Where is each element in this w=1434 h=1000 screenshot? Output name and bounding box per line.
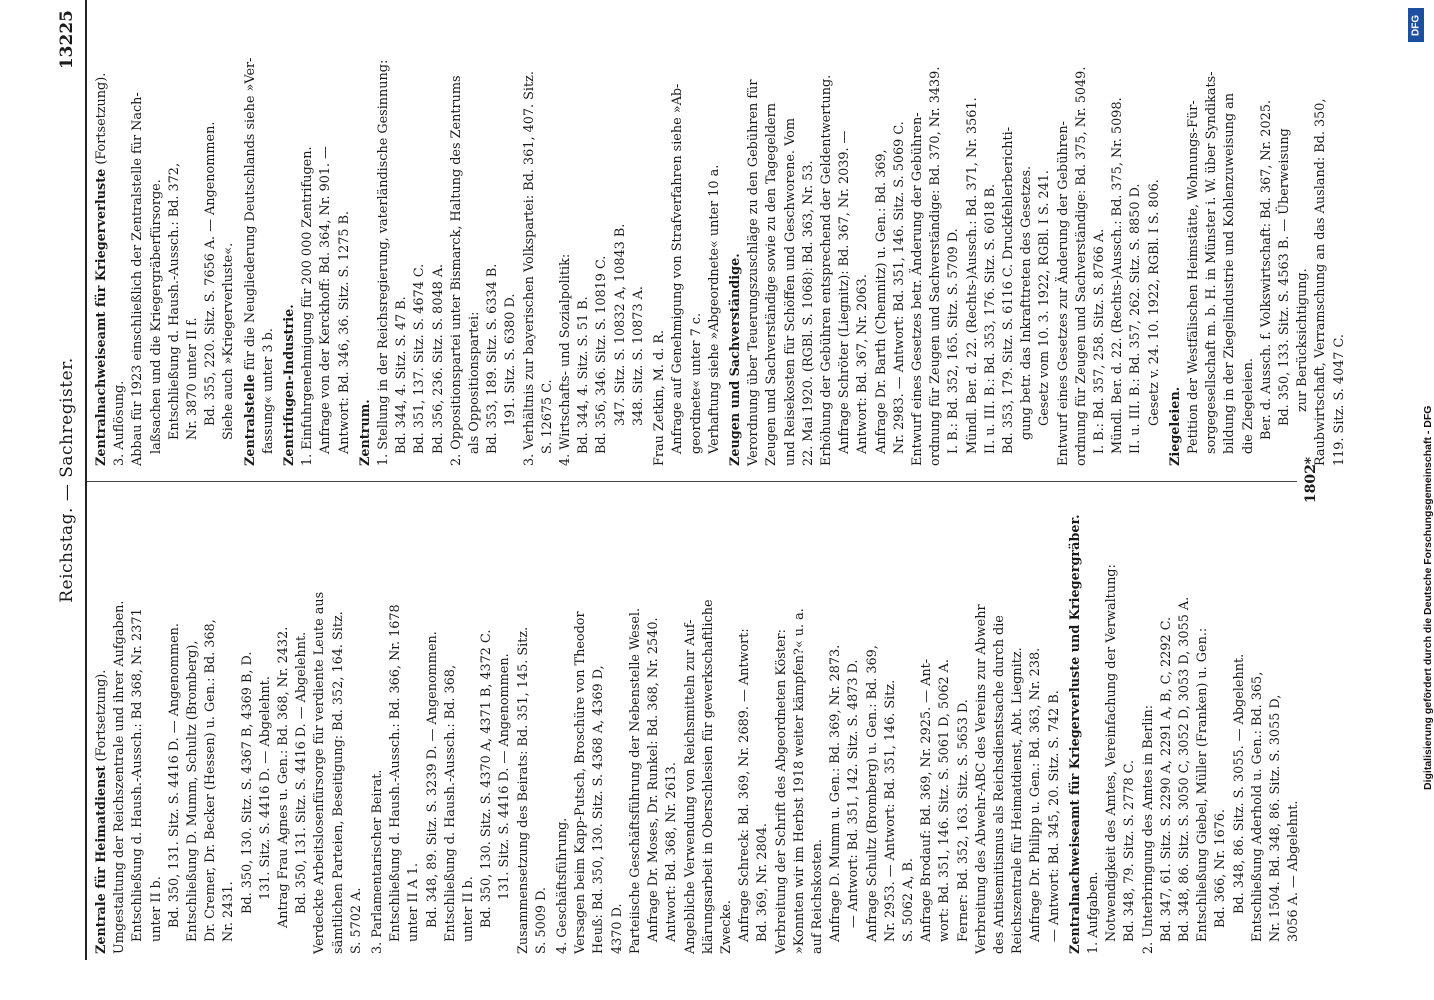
entry-line: Anfrage Dr. Moses, Dr. Runkel: Bd. 368, Nr. 2540. xyxy=(646,617,662,942)
entry-line: geordnete« unter 7 c. xyxy=(688,312,704,454)
entry-line: Bd. 355, 220. Sitz. S. 7656 A. — Angenommen. xyxy=(203,121,219,426)
entry-line: unter II b. xyxy=(148,876,164,942)
entry-line: Anfrage D. Mumm u. Gen.: Bd. 369, Nr. 2873. xyxy=(828,644,844,942)
entry-line: — Antwort: Bd. 351, 142. Sitz. S. 4873 D. xyxy=(846,659,862,928)
entry-line: sorgegesellschaft m. b. H. in Münster i. W. über Syndikats- xyxy=(1204,71,1220,454)
entry-headword: Zentrum. xyxy=(357,399,373,466)
entry-line: zur Berücksichtigung. xyxy=(1295,268,1311,412)
entry-line: S. 5009 D. xyxy=(533,887,549,954)
entry-line: Bd. 356, 346. Sitz. S. 10819 C. xyxy=(594,255,610,454)
register-entry xyxy=(242,8,278,466)
entry-line: Mündl. Ber. d. 22. (Rechts-)Aussch.: Bd. 375, Nr. 5098. xyxy=(1110,97,1126,454)
entry-line: Mündl. Ber. d. 22. (Rechts-)Aussch.: Bd. 371, Nr. 3561. xyxy=(964,97,980,454)
entry-line: Anfrage Brodauf: Bd. 369, Nr. 2925. — Ant- xyxy=(919,658,935,942)
entry-line: Entschließung D. Mumm, Schultz (Bromberg), xyxy=(185,640,201,942)
entry-line: Bd. 369, Nr. 2804. xyxy=(755,823,771,942)
entry-headword: Zentrifugen-Industrie. xyxy=(282,304,298,466)
entry-line: Anfrage Dr. Barth (Chemnitz) u. Gen.: Bd. 369, xyxy=(873,149,889,454)
entry-line: fassung« unter 3 b. xyxy=(260,328,276,454)
entry-heading-line xyxy=(242,8,260,466)
entry-line: 1. Aufgaben. xyxy=(1085,871,1101,954)
entry-line: Gesetz vom 10. 3. 1922, RGBl. I S. 241. xyxy=(1037,170,1053,426)
left-column xyxy=(93,496,1306,954)
register-entry xyxy=(281,8,354,466)
entry-line: Nr. 1504. Bd. 348, 86. Sitz. S. 3055 D, xyxy=(1268,694,1283,942)
entry-line: 4. Geschäftsführung. xyxy=(555,817,571,954)
right-column xyxy=(93,8,1352,466)
entry-line: Bd. 350, 131. Sitz. S. 4416 D. — Angenommen. xyxy=(166,623,182,928)
entry-line: Raubwirtschaft, Verramschung an das Ausland: Bd. 350, xyxy=(1313,98,1329,466)
entry-headword: Zentrale für Heimatdienst xyxy=(94,765,109,954)
page-header xyxy=(57,0,83,960)
entry-line: Bd. 356, 236. Sitz. S. 8048 A. xyxy=(430,263,446,454)
entry-heading-line xyxy=(727,8,745,466)
entry-line: 119. Sitz. S. 4047 C. xyxy=(1331,334,1347,466)
entry-line: Bd. 353, 179. Sitz. S. 6116 C. Druckfehlerberichti- xyxy=(1000,126,1016,454)
entry-headword: Zeugen und Sachverständige. xyxy=(727,253,743,466)
entry-line: Petition der Westfälischen Heimstätte, Wohnungs-Für- xyxy=(1185,100,1201,454)
entry-line: Entwurf eines Gesetzes betr. Änderung der Gebühren- xyxy=(909,112,925,466)
register-entry xyxy=(727,8,1164,466)
register-entry xyxy=(357,8,648,466)
entry-line: Verbreitung des Abwehr-ABC des Vereins zur Abwehr xyxy=(973,604,989,954)
entry-line: Bd. 350, 130. Sitz. S. 4367 B, 4369 B, D. xyxy=(239,651,255,914)
entry-line: 3056 A. — Abgelehnt. xyxy=(1286,800,1302,942)
entry-line: Entschließung d. Haush.-Aussch.: Bd 368, Nr. 2371 xyxy=(130,608,146,942)
entry-line: Bd. 348, 86. Sitz. S. 3050 C, 3052 D, 3053 D, 3055 A. xyxy=(1176,596,1192,942)
entry-line: 4370 D. xyxy=(609,903,625,954)
entry-line: Dr. Cremer, Dr. Becker (Hessen) u. Gen.: Bd. 368, xyxy=(203,619,219,942)
entry-line: Bd. 344, 4. Sitz. S. 51 B. xyxy=(576,296,592,454)
entry-line: 1. Stellung in der Reichsregierung, vaterländische Gesinnung: xyxy=(376,59,392,466)
entry-line: Zusammensetzung des Beirats: Bd. 351, 145. Sitz. xyxy=(515,626,531,954)
entry-line: Entschließung d. Haush.-Aussch.: Bd. 368, xyxy=(442,664,458,942)
entry-heading-line xyxy=(357,8,375,466)
entry-line: Bd. 348, 79. Sitz. S. 2778 C. xyxy=(1122,759,1138,942)
entry-line: II. u. III. B.: Bd. 353, 176. Sitz. S. 6018 B. xyxy=(982,183,998,454)
register-entry xyxy=(1167,8,1349,466)
entry-line: Gesetz v. 24. 10. 1922, RGBl. I S. 806. xyxy=(1146,179,1162,426)
entry-heading-rest: (Fortsetzung). xyxy=(94,72,109,169)
entry-line: Erhöhung der Gebühren entsprechend der Geldentwertung. xyxy=(818,74,834,466)
entry-line: Nr. 2983. — Antwort: Bd. 351, 146. Sitz. S. 5069 C. xyxy=(891,121,907,454)
entry-heading-line xyxy=(93,496,111,954)
entry-line: Entschließung Giebel, Müller (Franken) u. Gen.: xyxy=(1195,627,1211,942)
entry-line: Zwecke. xyxy=(718,900,734,954)
entry-line: Entschließung d. Haush.-Aussch.: Bd. 372, xyxy=(166,162,182,440)
entry-line: Bd. 366, Nr. 1676. xyxy=(1213,809,1229,928)
entry-line: — Antwort: Bd. 345, 20. Sitz. S. 742 B. xyxy=(1046,690,1062,942)
entry-line: 3. Auflösung. xyxy=(112,380,128,466)
entry-line: Heuß: Bd. 350, 130. Sitz. S. 4368 A, 4369 D, xyxy=(591,665,607,954)
entry-line: Nr. 3870 unter II f. xyxy=(185,317,201,440)
entry-line: 347. Sitz. S. 10832 A, 10843 B. xyxy=(612,223,628,426)
entry-line: des Antisemitismus als Reichsdienstsache durch die xyxy=(991,615,1007,954)
entry-line: Bd. 350, 130. Sitz. S. 4370 A, 4371 B, 4372 C. xyxy=(479,629,495,928)
entry-line: Entschließung d. Haush.-Aussch.: Bd. 366, Nr. 1678 xyxy=(388,604,404,942)
dfg-logo: DFG xyxy=(1408,8,1424,42)
entry-line: Entschließung Aderhold u. Gen.: Bd. 365, xyxy=(1249,671,1265,942)
entry-line: Siehe auch »Kriegerverluste«. xyxy=(221,242,237,440)
entry-line: bildung in der Ziegelindustrie und Kohlenzuweisung an xyxy=(1222,92,1238,454)
entry-headword: Ziegeleien. xyxy=(1167,386,1183,466)
entry-line: 22. Mai 1920. (RGBl. S. 1068): Bd. 363, Nr. 53. xyxy=(800,160,816,466)
entry-line: gung betr. das Inkrafttreten des Gesetzes. xyxy=(1019,165,1035,440)
entry-line: ordnung für Zeugen und Sachverständige: Bd. 375, Nr. 5049. xyxy=(1073,66,1089,466)
digitization-credit: Digitalisierung gefördert durch die Deutsche Forschungsgemeinschaft - DFG xyxy=(1422,405,1434,790)
entry-line: Antwort: Bd. 367, Nr. 2063. xyxy=(855,274,871,454)
entry-line: 3. Verhältnis zur bayerischen Volkspartei: Bd. 361, 407. Sitz. xyxy=(521,71,537,466)
entry-line: Zeugen und Sachverständige sowie zu den Tagegeldern xyxy=(764,103,780,466)
entry-line: Bd. 350, 133. Sitz. S. 4563 B. — Überweisung xyxy=(1277,128,1292,426)
entry-line: sämtlichen Parteien, Beseitigung: Bd. 352, 164. Sitz. xyxy=(330,611,346,954)
entry-line: Umgestaltung der Reichszentrale und ihrer Aufgaben. xyxy=(112,600,128,954)
entry-line: Anfrage Schreck: Bd. 369, Nr. 2689. — Antwort: xyxy=(737,628,753,942)
entry-line: unter II A 1. xyxy=(406,862,422,942)
page-number: 13225 xyxy=(57,10,77,70)
entry-line: laßsachen und die Kriegergräberfürsorge. xyxy=(148,179,164,454)
entry-line: Bd. 348, 89. Sitz. S. 3239 D. — Angenommen. xyxy=(424,631,440,928)
entry-line: Bd. 344, 4. Sitz. S. 47 B. xyxy=(394,296,410,454)
entry-line: Nr. 2953. — Antwort: Bd. 351, 146. Sitz. xyxy=(882,679,898,942)
entry-heading-line xyxy=(281,8,299,466)
entry-line: Bd. 351, 137. Sitz. S. 4674 C. xyxy=(412,263,428,454)
entry-line: Frau Zetkin, M. d. R. xyxy=(652,329,668,466)
column-divider xyxy=(87,481,1297,482)
entry-line: und Reisekosten für Schöffen und Geschworene. Vom xyxy=(782,118,798,466)
entry-line: 2. Oppositionspartei unter Bismarck, Haltung des Zentrums xyxy=(448,75,464,466)
entry-line: Ferner: Bd. 352, 163. Sitz. S. 5653 D. xyxy=(955,699,971,942)
entry-line: Nr. 2431. xyxy=(221,881,237,942)
entry-line: Bd. 353, 189. Sitz. S. 6334 B. xyxy=(485,263,501,454)
register-entry xyxy=(1067,496,1304,954)
entry-line: Ber. d. Aussch. f. Volkswirtschaft: Bd. 367, Nr. 2025. xyxy=(1258,99,1274,440)
entry-line: Verbreitung der Schrift des Abgeordneten Köster: xyxy=(773,629,789,954)
entry-line: 131. Sitz. S. 4416 D. — Angenommen. xyxy=(497,653,513,900)
register-entry xyxy=(93,496,366,954)
register-entry xyxy=(369,496,551,954)
entry-line: 348. Sitz. S. 10873 A. xyxy=(630,286,646,426)
digitization-sidebar xyxy=(1402,0,1434,1000)
entry-line: Anfrage auf Genehmigung von Strafverfahren siehe »Ab- xyxy=(670,83,686,454)
entry-line: Versagen beim Kapp-Putsch, Broschüre von Theodor xyxy=(573,611,589,954)
entry-line: 1. Einfuhrgenehmigung für 200 000 Zentrifugen. xyxy=(300,146,316,466)
entry-line: Antwort: Bd. 346, 36. Sitz. S. 1275 B. xyxy=(336,210,352,454)
entry-line: wort: Bd. 351, 146. Sitz. S. 5061 D, 5062 A. xyxy=(937,659,953,942)
entry-line: 191. Sitz. S. 6380 D. xyxy=(503,293,519,426)
entry-line: klärungsarbeit in Oberschlesien für gewerkschaftliche xyxy=(700,599,716,954)
entry-line: Antrag Frau Agnes u. Gen.: Bd. 368, Nr. 2432. xyxy=(276,626,292,928)
entry-line: Abbau für 1923 einschließlich der Zentralstelle für Nach- xyxy=(130,92,146,466)
entry-heading-rest: (Fortsetzung). xyxy=(94,669,109,766)
entry-line: II. u. III. B.: Bd. 357, 262. Sitz. S. 8850 D. xyxy=(1128,183,1144,454)
entry-headword: Zentralnachweiseamt für Kriegerverluste und Kriegergräber. xyxy=(1067,514,1083,954)
entry-line: Verdeckte Arbeitslosenfürsorge für verdiente Leute aus xyxy=(312,591,328,954)
entry-line: Entwurf eines Gesetzes zur Änderung der Gebühren- xyxy=(1055,121,1071,466)
entry-line: die Ziegeleien. xyxy=(1240,358,1256,454)
entry-line: »Konnten wir im Herbst 1918 weiter kämpfen?« u. a. xyxy=(791,608,807,954)
register-entry xyxy=(651,8,724,466)
entry-line: Parteiische Geschäftsführung der Nebenstelle Wesel. xyxy=(627,607,643,954)
register-entry xyxy=(554,496,1064,954)
entry-line: S. 12675 C. xyxy=(539,379,555,454)
entry-line: Anfrage von der Kerckhoff: Bd. 364, Nr. 901. — xyxy=(318,146,334,454)
entry-line: Bd. 350, 131. Sitz. S. 4416 D. — Abgelehnt. xyxy=(294,631,310,914)
entry-line: 4. Wirtschafts- und Sozialpolitik: xyxy=(558,253,574,466)
entry-line: Angebliche Verwendung von Reichsmitteln zur Auf- xyxy=(682,619,698,954)
entry-heading-rest: für die Neugliederung Deutschlands siehe »Ver- xyxy=(242,57,258,375)
entry-headword: Zentralstelle xyxy=(242,374,258,466)
entry-line: 2. Unterbringung des Amtes in Berlin: xyxy=(1140,704,1156,954)
entry-line: Bd. 348, 86. Sitz. S. 3055. — Abgelehnt. xyxy=(1231,653,1247,914)
entry-line: Antwort: Bd. 368, Nr. 2613. xyxy=(664,762,680,942)
entry-line: Anfrage Dr. Philipp u. Gen.: Bd. 363, Nr. 238. xyxy=(1028,647,1044,942)
entry-line: S. 5702 A. xyxy=(348,887,364,954)
entry-line: I. B.: Bd. 352, 165. Sitz. S. 5709 D. xyxy=(946,228,962,454)
entry-line: als Oppositionspartei: xyxy=(467,311,483,454)
entry-line: unter II b. xyxy=(461,876,477,942)
entry-line: ordnung für Zeugen und Sachverständige: Bd. 370, Nr. 3439. xyxy=(928,66,944,466)
entry-line: Verhaftung siehe »Abgeordnete« unter 10 a. xyxy=(706,164,722,454)
header-rule xyxy=(85,0,87,960)
entry-line: Verordnung über Teuerungszuschläge zu den Gebühren für xyxy=(746,79,762,466)
entry-line: Bd. 347, 61. Sitz. S. 2290 A, 2291 A, B, C, 2292 C. xyxy=(1158,616,1174,942)
register-entry xyxy=(93,8,239,466)
sheet-number: 1802* xyxy=(1303,456,1319,504)
entry-line: 131. Sitz. S. 4416 D. — Abgelehnt. xyxy=(257,676,273,900)
entry-line: 3. Parlamentarischer Beirat. xyxy=(370,769,386,954)
entry-headword: Zentralnachweiseamt für Kriegerverluste xyxy=(94,168,109,466)
running-title: Reichstag. — Sachregister. xyxy=(57,357,77,603)
entry-line: Anfrage Schultz (Bromberg) u. Gen.: Bd. 369, xyxy=(864,645,880,942)
entry-heading-line xyxy=(1067,496,1085,954)
entry-line: I. B.: Bd. 357, 258. Sitz. S. 8766 A. xyxy=(1091,228,1107,454)
rotated-register-page xyxy=(47,0,1387,960)
entry-line: S. 5062 A, B. xyxy=(900,858,916,942)
entry-heading-line xyxy=(93,8,111,466)
entry-line: auf Reichskosten. xyxy=(809,838,825,954)
entry-line: Anfrage Schröter (Liegnitz): Bd. 367, Nr. 2039. — xyxy=(837,130,853,454)
entry-line: Reichszentrale für Heimatdienst, Abt. Liegnitz. xyxy=(1010,647,1026,954)
entry-line: Notwendigkeit des Amtes, Vereinfachung der Verwaltung: xyxy=(1104,564,1120,942)
entry-heading-line xyxy=(1167,8,1185,466)
